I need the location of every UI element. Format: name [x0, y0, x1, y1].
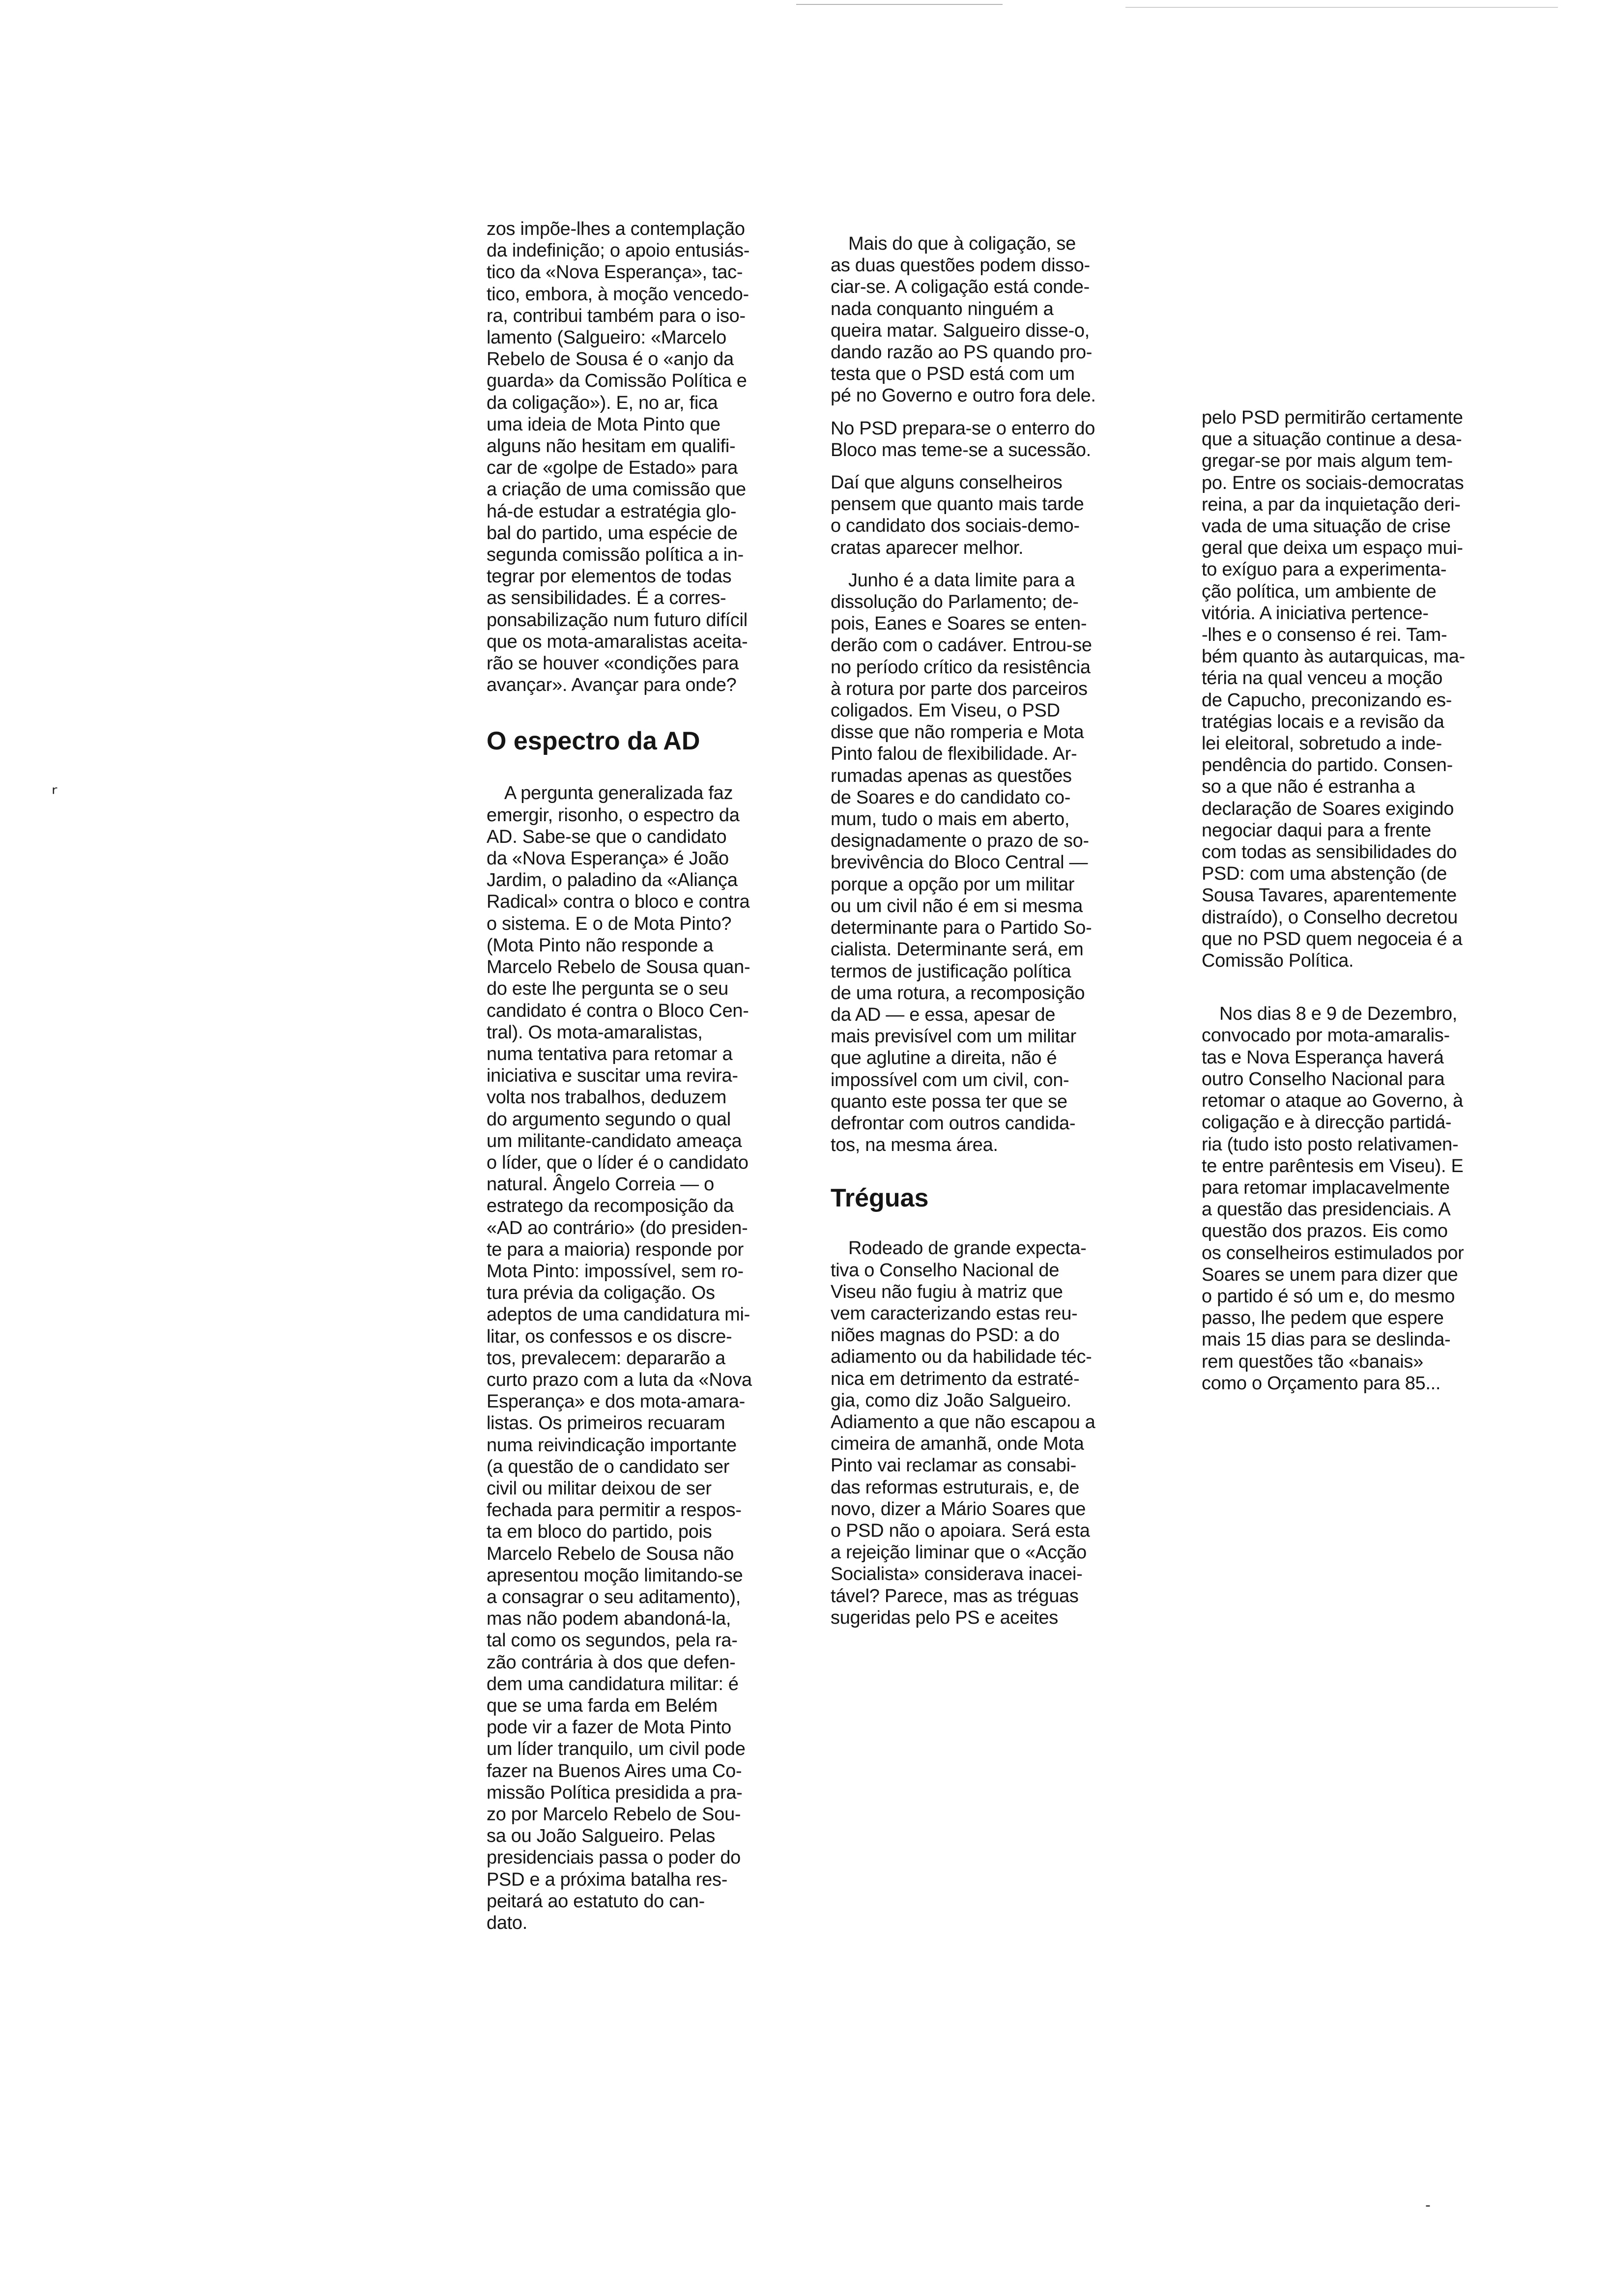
column2-paragraph-5: Rodeado de grande expecta- tiva o Conselho Nacional de Viseu não fugiu à matriz que vem caracterizando estas reu- niões magnas do PSD: a do adiamento ou da habilidade téc- nica em detrimento da estraté- gia, como diz João Salgueiro. Adiamento a que não escapou a cimeira de amanhã, onde Mota Pinto vai reclamar as consabi- das reformas estruturais, e, de novo, dizer a Mário Soares que o PSD não o apoiara. Será esta a rejeição liminar que o «Acção Socialista» considerava inacei- tável? Parece, mas as tréguas sugeridas pelo PS e aceites: [831, 1238, 1095, 1628]
top-scan-line-right: [1125, 7, 1558, 8]
column2-paragraph-3: Daí que alguns conselheiros pensem que quanto mais tarde o candidato dos sociais-demo- cratas aparecer melhor.: [831, 472, 1084, 558]
article-column-3: [1202, 407, 1538, 1394]
subheading-espectro-da-ad: O espectro da AD: [487, 727, 700, 756]
article-column-2: [831, 233, 1170, 1629]
top-scan-line: [796, 4, 1003, 5]
column3-paragraph-1: pelo PSD permitirão certamente que a situação continue a desa- gregar-se por mais algum tem- po. Entre os sociais-democratas reina, a par da inquietação deri- vada de uma situação de crise geral que deixa um espaço mui- to exíguo para a experimenta- ção política, um ambiente de vitória. A iniciativa pertence- -lhes e o consenso é rei. Tam- bém quanto às autarquicas, ma- téria na qual venceu a moção de Capucho, preconizando es- tratégias locais e a revisão da lei eleitoral, sobretudo a inde- pendência do partido. Consen- so a que não é estranha a declaração de Soares exigindo negociar daqui para a frente com todas as sensibilidades do PSD: com uma abstenção (de Sousa Tavares, aparentemente distraído), o Conselho decretou que no PSD quem negoceia é a Comissão Política.: [1202, 407, 1465, 972]
margin-mark-right: ‐: [1425, 2197, 1431, 2214]
column3-paragraph-2: Nos dias 8 e 9 de Dezembro, convocado por mota-amaralis- tas e Nova Esperança haverá outro Conselho Nacional para retomar o ataque ao Governo, à coligação e à direcção partidá- ria (tudo isto posto relativamen- te entre parêntesis em Viseu). E para retomar implacavelmente a questão das presidenciais. A questão dos prazos. Eis como os conselheiros estimulados por Soares se unem para dizer que o partido é só um e, do mesmo passo, lhe pedem que espere mais 15 dias para se deslinda- rem questões tão «banais» como o Orçamento para 85...: [1202, 1004, 1464, 1394]
article-column-1: [487, 218, 811, 1934]
subheading-treguas: Tréguas: [831, 1184, 929, 1213]
column1-paragraph-1: zos impõe-lhes a contemplação da indefinição; o apoio entusiás- tico da «Nova Esperança», tac- tico, embora, à moção vencedo- ra, contribui também para o iso- lamento (Salgueiro: «Marcelo Rebelo de Sousa é o «anjo da guarda» da Comissão Política e da coligação»). E, no ar, fica uma ideia de Mota Pinto que alguns não hesitam em qualifi- car de «golpe de Estado» para a criação de uma comissão que há-de estudar a estratégia glo- bal do partido, uma espécie de segunda comissão política a in- tegrar por elementos de todas as sensibilidades. É a corres- ponsabilização num futuro difícil que os mota-amaralistas aceita- rão se houver «condições para avançar». Avançar para onde?: [487, 219, 750, 696]
margin-mark-left: ʳ: [52, 781, 58, 806]
column2-paragraph-2: No PSD prepara-se o enterro do Bloco mas teme-se a sucessão.: [831, 418, 1095, 460]
column2-paragraph-1: Mais do que à coligação, se as duas questões podem disso- ciar-se. A coligação está conde- nada conquanto ninguém a queira matar. Salgueiro disse-o, dando razão ao PS quando pro- testa que o PSD está com um pé no Governo e outro fora dele.: [831, 233, 1096, 406]
column1-paragraph-2: A pergunta generalizada faz emergir, risonho, o espectro da AD. Sabe-se que o candidato da «Nova Esperança» é João Jardim, o paladino da «Aliança Radical» contra o bloco e contra o sistema. E o de Mota Pinto? (Mota Pinto não responde a Marcelo Rebelo de Sousa quan- do este lhe pergunta se o seu candidato é contra o Bloco Cen- tral). Os mota-amaralistas, numa tentativa para retomar a iniciativa e suscitar uma revira- volta nos trabalhos, deduzem do argumento segundo o qual um militante-candidato ameaça o líder, que o líder é o candidato natural. Ângelo Correia — o estratego da recomposição da «AD ao contrário» (do presiden- te para a maioria) responde por Mota Pinto: impossível, sem ro- tura prévia da coligação. Os adeptos de uma candidatura mi- litar, os confessos e os discre- tos, prevalecem: depararão a curto prazo com a luta da «Nova Esperança» e dos mota-amara- listas. Os primeiros recuaram numa reivindicação importante (a questão de o candidato ser civil ou militar deixou de ser fechada para permitir a respos- ta em bloco do partido, pois Marcelo Rebelo de Sousa não apresentou moção limitando-se a consagrar o seu aditamento), mas não podem abandoná-la, tal como os segundos, pela ra- zão contrária à dos que defen- dem uma candidatura militar: é que se uma farda em Belém pode vir a fazer de Mota Pinto um líder tranquilo, um civil pode fazer na Buenos Aires uma Co- missão Política presidida a pra- zo por Marcelo Rebelo de Sou- sa ou João Salgueiro. Pelas presidenciais passa o poder do PSD e a próxima batalha res- peitará ao estatuto do can- dato.: [487, 783, 752, 1934]
column2-paragraph-4: Junho é a data limite para a dissolução do Parlamento; de- pois, Eanes e Soares se enten- derão com o cadáver. Entrou-se no período crítico da resistência à rotura por parte dos parceiros coligados. Em Viseu, o PSD disse que não romperia e Mota Pinto falou de flexibilidade. Ar- rumadas apenas as questões de Soares e do candidato co- mum, tudo o mais em aberto, designadamente o prazo de so- brevivência do Bloco Central — porque a opção por um militar ou um civil não é em si mesma determinante para o Partido So- cialista. Determinante será, em termos de justificação política de uma rotura, a recomposição da AD — e essa, apesar de mais previsível com um militar que aglutine a direita, não é impossível com um civil, con- quanto este possa ter que se defrontar com outros candida- tos, na mesma área.: [831, 570, 1092, 1156]
